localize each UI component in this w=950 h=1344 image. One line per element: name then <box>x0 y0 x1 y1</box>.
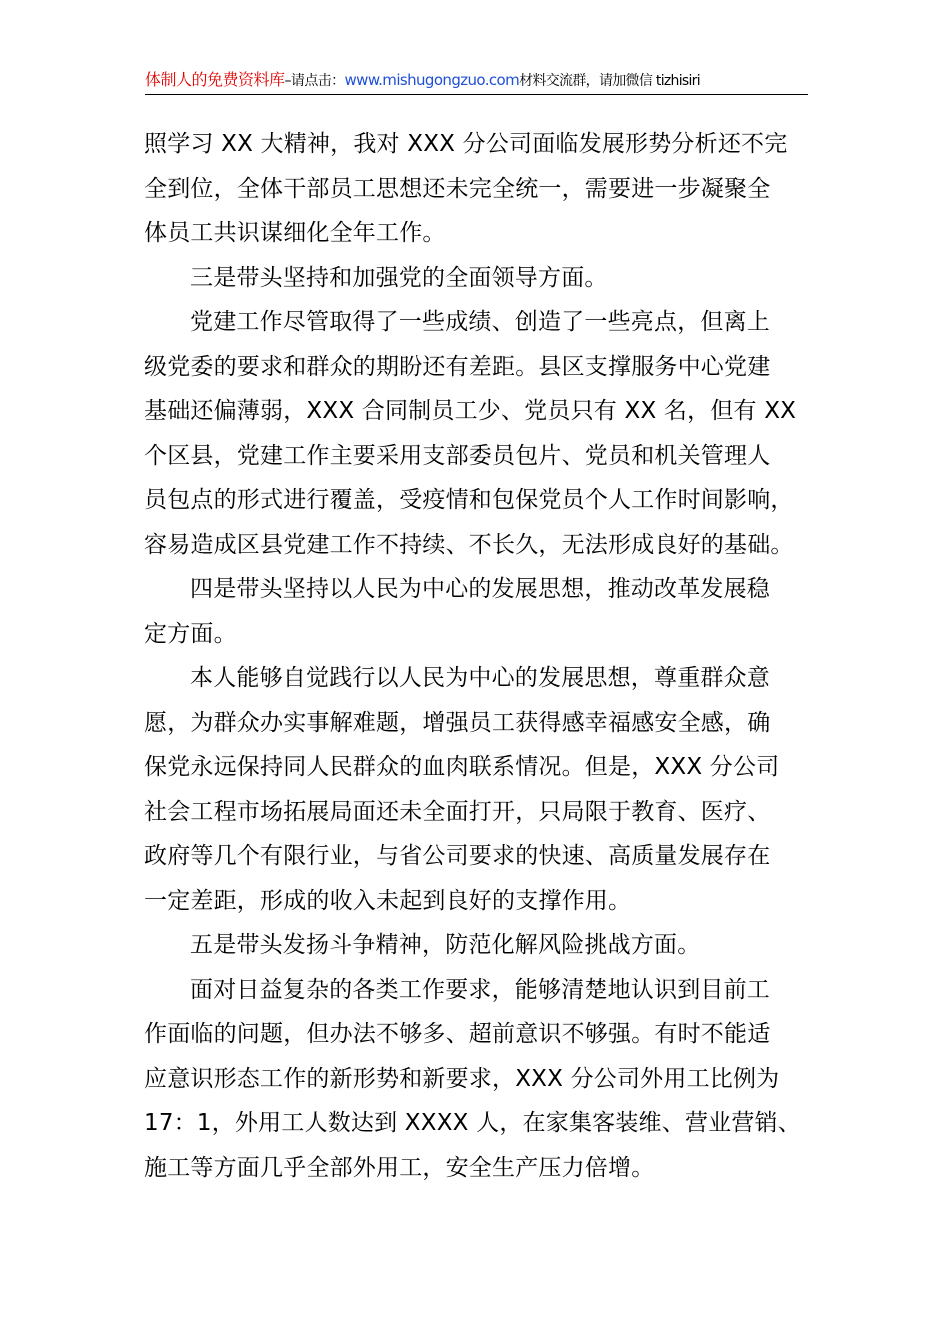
text-line: 个区县，党建工作主要采用支部委员包片、党员和机关管理人 <box>144 442 771 469</box>
document-body <box>144 122 812 1190</box>
text-line: 一定差距，形成的收入未起到良好的支撑作用。 <box>144 887 632 914</box>
text-line: 作面临的问题，但办法不够多、超前意识不够强。有时不能适 <box>144 1021 771 1047</box>
section-heading: 四是带头坚持以人民为中心的发展思想，推动改革发展稳 <box>190 576 770 602</box>
text-line: 党建工作尽管取得了一些成绩、创造了一些亮点，但离上 <box>190 309 770 335</box>
text-line: 体员工共识谋细化全年工作。 <box>144 220 446 246</box>
header-prompt: –请点击： <box>284 73 345 89</box>
text-line: 保党永远保持同人民群众的血肉联系情况。但是，XXX 分公司 <box>144 754 780 780</box>
text-line: 应意识形态工作的新形势和新要求，XXX 分公司外用工比例为 <box>144 1065 780 1092</box>
header-note: 材料交流群，请加微信 tizhisiri <box>519 73 700 89</box>
page-header <box>145 70 808 95</box>
text-line: 级党委的要求和群众的期盼还有差距。县区支撑服务中心党建 <box>144 353 771 380</box>
header-link[interactable]: www.mishugongzuo.com <box>344 71 520 89</box>
text-line: 基础还偏薄弱，XXX 合同制员工少、党员只有 XX 名，但有 XX <box>144 398 797 424</box>
section-heading: 定方面。 <box>144 620 237 647</box>
text-line: 17：1，外用工人数达到 XXXX 人，在家集客装维、营业营销、 <box>144 1110 801 1136</box>
text-line: 员包点的形式进行覆盖，受疫情和包保党员个人工作时间影响， <box>144 487 794 513</box>
text-line: 社会工程市场拓展局面还未全面打开，只局限于教育、医疗、 <box>144 798 771 825</box>
section-heading: 三是带头坚持和加强党的全面领导方面。 <box>190 264 608 291</box>
text-line: 本人能够自觉践行以人民为中心的发展思想，尊重群众意 <box>190 665 770 691</box>
text-line: 容易造成区县党建工作不持续、不长久，无法形成良好的基础。 <box>144 531 794 558</box>
text-line: 施工等方面几乎全部外用工，安全生产压力倍增。 <box>144 1154 655 1181</box>
text-line: 全到位，全体干部员工思想还未完全统一，需要进一步凝聚全 <box>144 175 771 202</box>
text-line: 愿，为群众办实事解难题，增强员工获得感幸福感安全感，确 <box>144 709 771 736</box>
text-line: 照学习 XX 大精神，我对 XXX 分公司面临发展形势分析还不完 <box>144 131 788 157</box>
section-heading: 五是带头发扬斗争精神，防范化解风险挑战方面。 <box>190 932 701 958</box>
text-line: 面对日益复杂的各类工作要求，能够清楚地认识到目前工 <box>190 976 770 1003</box>
text-line: 政府等几个有限行业，与省公司要求的快速、高质量发展存在 <box>144 843 771 869</box>
header-brand: 体制人的免费资料库 <box>145 70 285 89</box>
